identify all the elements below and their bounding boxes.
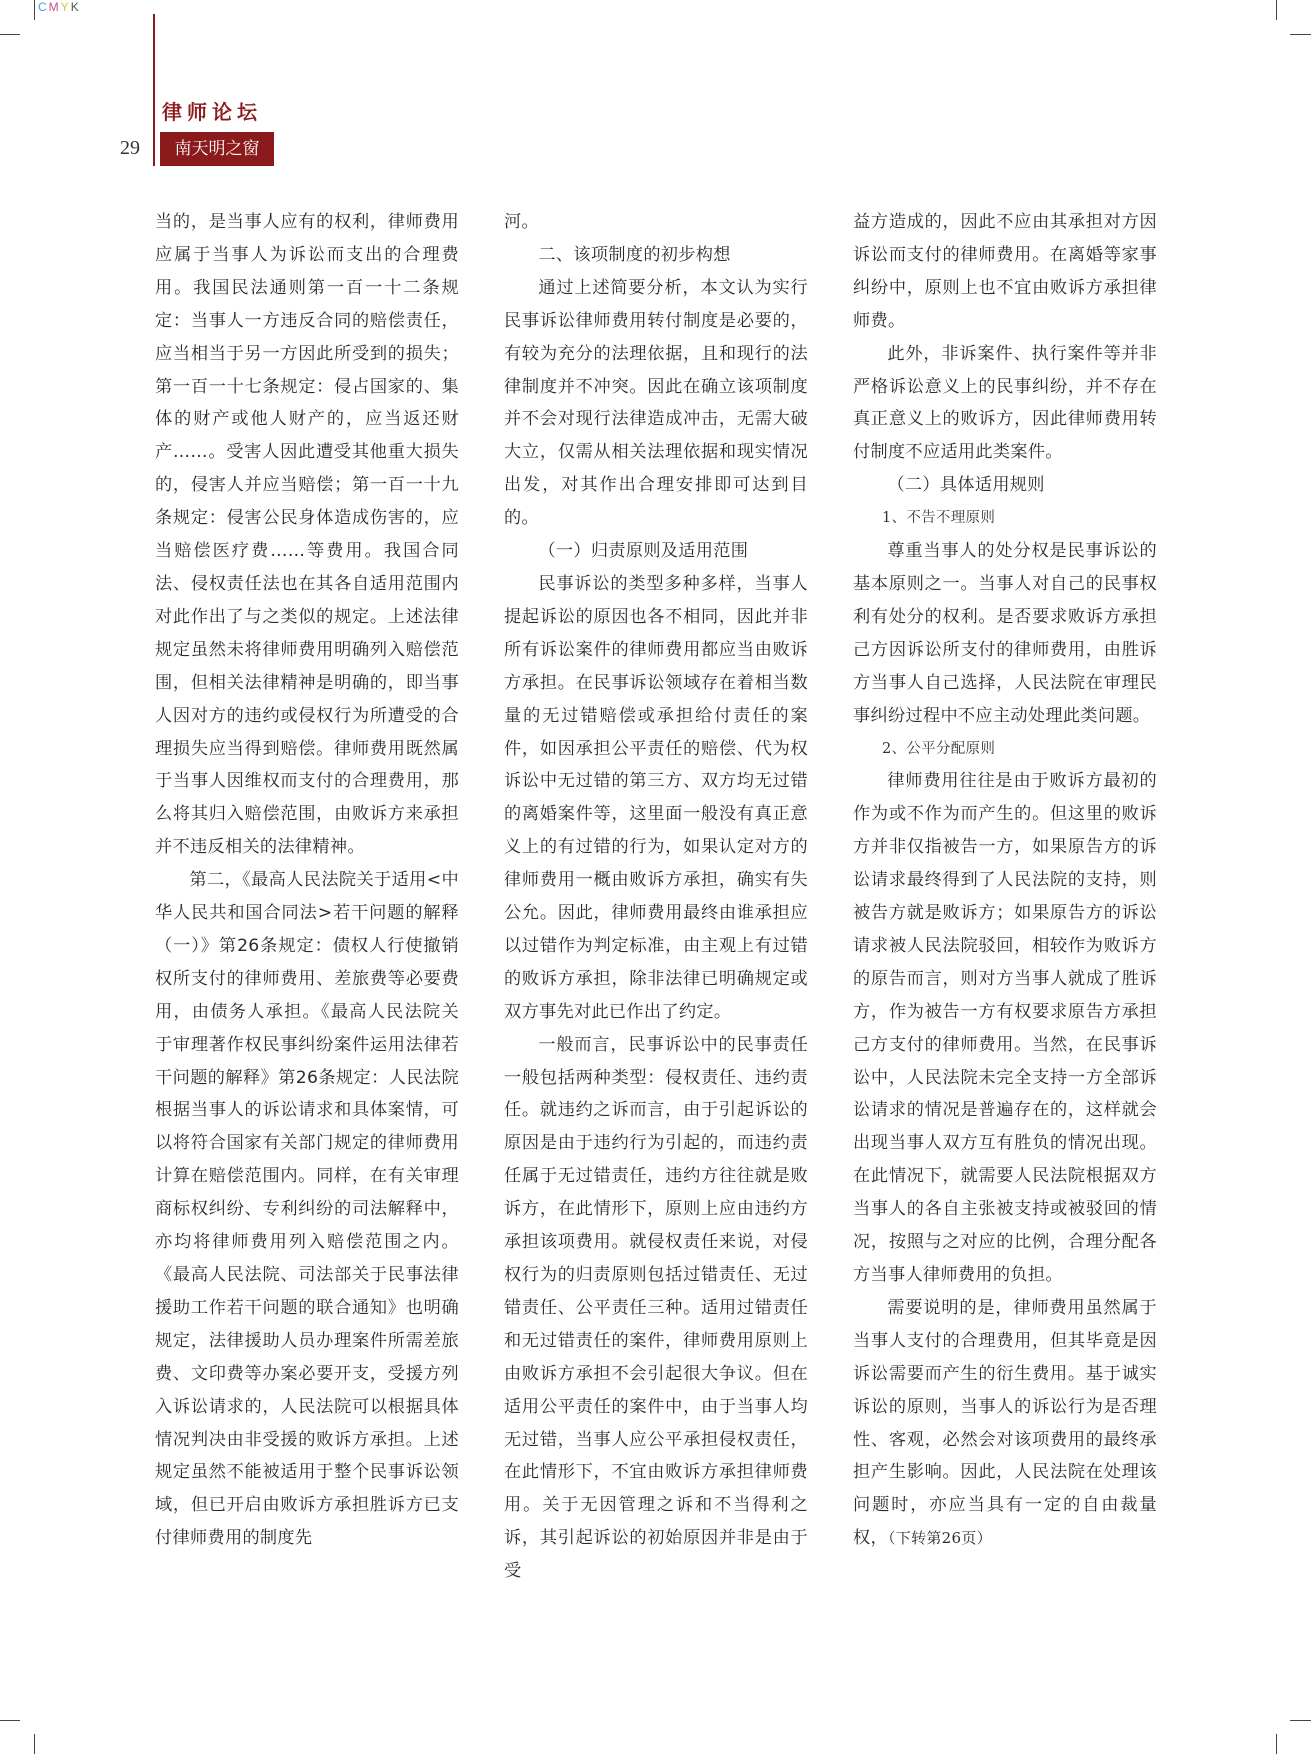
paragraph: 益方造成的，因此不应由其承担对方因诉讼而支付的律师费用。在离婚等家事纠纷中，原则上也不宜由败诉方承担律师费。 bbox=[853, 212, 1157, 331]
rule-heading: 2、公平分配原则 bbox=[882, 740, 996, 757]
crop-mark-br-h bbox=[1290, 1720, 1311, 1721]
crop-mark-tl-h bbox=[0, 34, 20, 35]
subsection-heading: （二）具体适用规则 bbox=[887, 475, 1045, 496]
continuation-note: （下转第26页） bbox=[887, 1529, 992, 1548]
paragraph: 此外，非诉案件、执行案件等并非严格诉讼意义上的民事纠纷，并不存在真正意义上的败诉方，因此律师费用转付制度不应适用此类案件。 bbox=[853, 343, 1157, 463]
header-vertical-rule bbox=[153, 14, 155, 166]
crop-mark-tl-v bbox=[34, 0, 35, 20]
column-name-tag: 南天明之窗 bbox=[160, 132, 274, 166]
paragraph: 通过上述简要分析，本文认为实行民事诉讼律师费用转付制度是必要的，有较为充分的法理依据，且和现行的法律制度并不冲突。因此在确立该项制度并不会对现行法律造成冲击，无需大破大立，仅需从相关法理依据和现实情况出发，对其作出合理安排即可达到目的。 bbox=[504, 277, 808, 529]
paragraph bbox=[853, 1292, 1157, 1555]
cmyk-k: K bbox=[70, 0, 81, 14]
crop-mark-bl-v bbox=[34, 1734, 35, 1754]
paragraph: 律师费用往往是由于败诉方最初的作为或不作为而产生的。但这里的败诉方并非仅指被告一方，如果原告方的诉讼请求最终得到了人民法院的支持，则被告方就是败诉方；如果原告方的诉讼请求被人民法院驳回，相较作为败诉方的原告而言，则对方当事人就成了胜诉方，作为被告一方有权要求原告方承担己方支付的律师费用。当然，在民事诉讼中，人民法院未完全支持一方全部诉讼请求的情况是普遍存在的，这样就会出现当事人双方互有胜负的情况出现。在此情况下，就需要人民法院根据双方当事人的各自主张被支持或被驳回的情况，按照与之对应的比例，合理分配各方当事人律师费用的负担。 bbox=[853, 771, 1157, 1285]
section-heading: 二、该项制度的初步构想 bbox=[538, 244, 731, 265]
section-title: 律师论坛 bbox=[162, 100, 262, 124]
cmyk-registration-mark bbox=[38, 0, 81, 14]
crop-mark-tr-v bbox=[1276, 0, 1277, 20]
paragraph: 一般而言，民事诉讼中的民事责任一般包括两种类型：侵权责任、违约责任。就违约之诉而言，由于引起诉讼的原因是由于违约行为引起的，而违约责任属于无过错责任，违约方往往就是败诉方，在此情形下，原则上应由违约方承担该项费用。就侵权责任来说，对侵权行为的归责原则包括过错责任、无过错责任、公平责任三种。适用过错责任和无过错责任的案件，律师费用原则上由败诉方承担不会引起很大争议。但在适用公平责任的案件中，由于当事人均无过错，当事人应公平承担侵权责任，在此情形下，不宜由败诉方承担律师费用。关于无因管理之诉和不当得利之诉，其引起诉讼的初始原因并非是由于受 bbox=[504, 1034, 808, 1582]
paragraph: 民事诉讼的类型多种多样，当事人提起诉讼的原因也各不相同，因此并非所有诉讼案件的律师费用都应当由败诉方承担。在民事诉讼领域存在着相当数量的无过错赔偿或承担给付责任的案件，如因承担公平责任的赔偿、代为权诉讼中无过错的第三方、双方均无过错的离婚案件等，这里面一般没有真正意义上的有过错的行为，如果认定对方的律师费用一概由败诉方承担，确实有失公允。因此，律师费用最终由谁承担应以过错作为判定标准，由主观上有过错的败诉方承担，除非法律已明确规定或双方事先对此已作出了约定。 bbox=[504, 573, 808, 1022]
crop-mark-bl-h bbox=[0, 1720, 20, 1721]
cmyk-y: Y bbox=[60, 0, 71, 14]
text-column-2 bbox=[504, 206, 808, 1588]
page-number: 29 bbox=[120, 137, 140, 159]
paragraph: 河。 bbox=[504, 212, 539, 232]
paragraph: 第二，《最高人民法院关于适用<中华人民共和国合同法>若干问题的解释（一）》第26条规定：债权人行使撤销权所支付的律师费用、差旅费等必要费用，由债务人承担。《最高人民法院关于审理著作权民事纠纷案件运用法律若干问题的解释》第26条规定：人民法院根据当事人的诉讼请求和具体案情，可以将符合国家有关部门规定的律师费用计算在赔偿范围内。同样，在有关审理商标权纠纷、专利纠纷的司法解释中，亦均将律师费用列入赔偿范围之内。《最高人民法院、司法部关于民事法律援助工作若干问题的联合通知》也明确规定，法律援助人员办理案件所需差旅费、文印费等办案必要开支，受援方列入诉讼请求的，人民法院可以根据具体情况判决由非受援的败诉方承担。上述规定虽然不能被适用于整个民事诉讼领域，但已开启由败诉方承担胜诉方已支付律师费用的制度先 bbox=[155, 870, 459, 1549]
cmyk-m: M bbox=[48, 0, 61, 14]
text-column-1 bbox=[155, 206, 459, 1555]
rule-heading: 1、不告不理原则 bbox=[882, 510, 996, 527]
crop-mark-br-v bbox=[1276, 1734, 1277, 1754]
cmyk-c: C bbox=[38, 0, 49, 14]
crop-mark-tr-h bbox=[1290, 34, 1311, 35]
subsection-heading: （一）归责原则及适用范围 bbox=[538, 541, 749, 562]
paragraph-text: 需要说明的是，律师费用虽然属于当事人支付的合理费用，但其毕竟是因诉讼需要而产生的衍生费用。基于诚实诉讼的原则，当事人的诉讼行为是否理性、客观，必然会对该项费用的最终承担产生影响。因此，人民法院在处理该问题时，亦应当具有一定的自由裁量权， bbox=[853, 1297, 1157, 1549]
paragraph: 当的，是当事人应有的权利，律师费用应属于当事人为诉讼而支出的合理费用。我国民法通则第一百一十二条规定：当事人一方违反合同的赔偿责任，应当相当于另一方因此所受到的损失；第一百一十七条规定：侵占国家的、集体的财产或他人财产的，应当返还财产……。受害人因此遭受其他重大损失的，侵害人并应当赔偿；第一百一十九条规定：侵害公民身体造成伤害的，应当赔偿医疗费……等费用。我国合同法、侵权责任法也在其各自适用范围内对此作出了与之类似的规定。上述法律规定虽然未将律师费用明确列入赔偿范围，但相关法律精神是明确的，即当事人因对方的违约或侵权行为所遭受的合理损失应当得到赔偿。律师费用既然属于当事人因维权而支付的合理费用，那么将其归入赔偿范围，由败诉方来承担并不违反相关的法律精神。 bbox=[155, 212, 459, 858]
text-column-3 bbox=[853, 206, 1157, 1555]
paragraph: 尊重当事人的处分权是民事诉讼的基本原则之一。当事人对自己的民事权利有处分的权利。是否要求败诉方承担己方因诉讼所支付的律师费用，由胜诉方当事人自己选择，人民法院在审理民事纠纷过程中不应主动处理此类问题。 bbox=[853, 541, 1157, 726]
